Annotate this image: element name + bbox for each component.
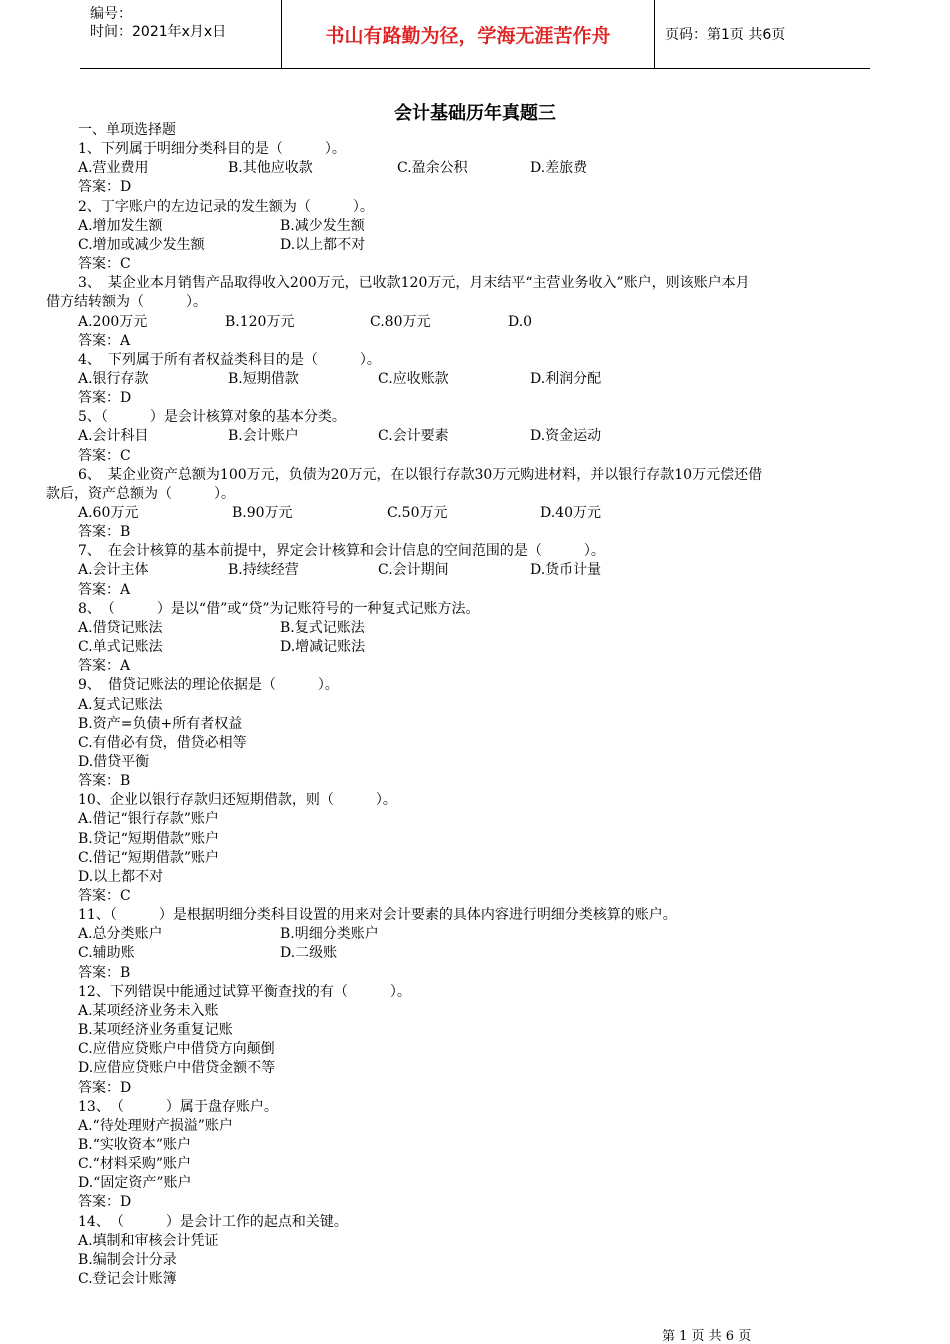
option-text: C.50万元 <box>387 505 448 521</box>
option-text: B.会计账户 <box>228 428 299 445</box>
option-text: A.200万元 <box>78 313 148 330</box>
option-text: C.80万元 <box>370 313 431 330</box>
line-text: 答案：D <box>78 1194 132 1211</box>
line-text: 答案：B <box>78 524 131 541</box>
line-text: B.编制会计分录 <box>78 1251 177 1268</box>
option-text: C.增加或减少发生额 <box>78 236 205 253</box>
line-text: 答案：C <box>78 447 131 464</box>
option-text: C.辅助账 <box>78 945 135 962</box>
number-label: 编号： <box>90 6 132 22</box>
line-text: 答案：D <box>78 390 132 407</box>
option-text: B.减少发生额 <box>280 217 365 234</box>
line-text: B.资产=负债+所有者权益 <box>78 715 243 732</box>
line-text: A.填制和审核会计凭证 <box>78 1232 219 1249</box>
option-text: A.会计科目 <box>78 428 149 445</box>
document-title: 会计基础历年真题三 <box>394 103 556 124</box>
option-text: C.会计期间 <box>378 562 449 579</box>
page-header <box>80 0 870 69</box>
line-text: 4、 下列属于所有者权益类科目的是（ ）。 <box>78 351 381 368</box>
line-text: 答案：A <box>78 658 131 675</box>
line-text: 答案：B <box>78 773 131 790</box>
option-text: B.90万元 <box>232 505 293 521</box>
option-text: B.短期借款 <box>228 370 299 387</box>
line-text: 答案：D <box>78 179 132 196</box>
time-label: 时间：2021年x月x日 <box>90 24 227 40</box>
line-text: 3、 某企业本月销售产品取得收入200万元，已收款120万元，月末结平“主营业务收入”账户，则该账户本月 <box>78 275 750 292</box>
line-text: 款后，资产总额为（ ）。 <box>46 485 235 502</box>
line-text: 10、企业以银行存款归还短期借款，则（ ）。 <box>78 792 397 809</box>
option-text: C.盈余公积 <box>397 160 468 177</box>
motto: 书山有路勤为径，学海无涯苦作舟 <box>282 0 655 68</box>
line-text: D.借贷平衡 <box>78 753 150 770</box>
option-text: D.差旅费 <box>530 160 588 177</box>
option-text: D.40万元 <box>540 505 601 521</box>
line-text: A.“待处理财产损溢”账户 <box>78 1117 233 1134</box>
option-text: A.银行存款 <box>78 370 149 387</box>
page-footer: 第 1 页 共 6 页 <box>662 1329 752 1344</box>
line-text: 6、 某企业资产总额为100万元，负债为20万元，在以银行存款30万元购进材料，并以银行存款10万元偿还借 <box>78 466 763 483</box>
line-text: 11、（ ）是根据明细分类科目设置的用来对会计要素的具体内容进行明细分类核算的账户。 <box>78 907 677 924</box>
line-text: 1、下列属于明细分类科目的是（ ）。 <box>78 141 346 158</box>
option-text: C.应收账款 <box>378 370 449 387</box>
option-text: D.货币计量 <box>530 562 602 579</box>
line-text: 14、 （ ）是会计工作的起点和关键。 <box>78 1213 348 1230</box>
option-text: D.利润分配 <box>530 370 602 387</box>
option-text: B.其他应收款 <box>228 160 313 177</box>
line-text: 答案：C <box>78 256 131 273</box>
line-text: D.以上都不对 <box>78 868 164 885</box>
line-text: 答案：A <box>78 581 131 598</box>
option-text: D.以上都不对 <box>280 236 366 253</box>
line-text: 13、 （ ）属于盘存账户。 <box>78 1098 278 1115</box>
line-text: A.复式记账法 <box>78 696 163 713</box>
option-text: D.二级账 <box>280 945 338 962</box>
line-text: D.“固定资产”账户 <box>78 1175 192 1192</box>
option-text: A.增加发生额 <box>78 217 163 234</box>
option-text: A.借贷记账法 <box>78 619 163 636</box>
line-text: 答案：D <box>78 1079 132 1096</box>
line-text: 答案：A <box>78 332 131 349</box>
option-text: D.增减记账法 <box>280 639 366 656</box>
option-text: B.持续经营 <box>228 562 299 579</box>
line-text: C.有借必有贷，借贷必相等 <box>78 734 247 751</box>
line-text: B.某项经济业务重复记账 <box>78 1022 233 1039</box>
line-text: D.应借应贷账户中借贷金额不等 <box>78 1060 276 1077</box>
line-text: 2、丁字账户的左边记录的发生额为（ ）。 <box>78 198 374 215</box>
line-text: B.贷记“短期借款”账户 <box>78 830 220 847</box>
option-text: B.120万元 <box>225 313 295 330</box>
line-text: C.“材料采购”账户 <box>78 1156 191 1173</box>
line-text: C.应借应贷账户中借贷方向颠倒 <box>78 1041 275 1058</box>
line-text: C.登记会计账簿 <box>78 1271 177 1287</box>
option-text: A.60万元 <box>78 505 139 521</box>
option-text: D.资金运动 <box>530 428 602 445</box>
line-text: 7、 在会计核算的基本前提中，界定会计核算和会计信息的空间范围的是（ ）。 <box>78 543 605 560</box>
line-text: 9、 借贷记账法的理论依据是（ ）。 <box>78 677 339 694</box>
line-text: 答案：B <box>78 964 131 981</box>
page-info: 页码：第1页 共6页 <box>665 27 786 43</box>
line-text: 借方结转额为（ ）。 <box>46 294 207 311</box>
option-text: A.会计主体 <box>78 562 149 579</box>
header-meta <box>80 0 282 68</box>
line-text: A.某项经济业务未入账 <box>78 1002 219 1019</box>
option-text: C.会计要素 <box>378 428 449 445</box>
line-text: 答案：C <box>78 888 131 904</box>
option-text: C.单式记账法 <box>78 639 163 656</box>
option-text: D.0 <box>508 313 533 330</box>
line-text: B.“实收资本”账户 <box>78 1136 192 1153</box>
option-text: B.明细分类账户 <box>280 926 379 943</box>
line-text: 8、 （ ）是以“借”或“贷”为记账符号的一种复式记账方法。 <box>78 600 480 617</box>
option-text: A.营业费用 <box>78 160 149 177</box>
line-text: C.借记“短期借款”账户 <box>78 849 219 866</box>
option-text: B.复式记账法 <box>280 619 365 636</box>
line-text: 5、（ ）是会计核算对象的基本分类。 <box>78 409 346 426</box>
option-text: A.总分类账户 <box>78 926 163 943</box>
line-text: 12、下列错误中能通过试算平衡查找的有（ ）。 <box>78 983 411 1000</box>
line-text: 一、单项选择题 <box>78 122 176 138</box>
line-text: A.借记“银行存款”账户 <box>78 811 219 828</box>
